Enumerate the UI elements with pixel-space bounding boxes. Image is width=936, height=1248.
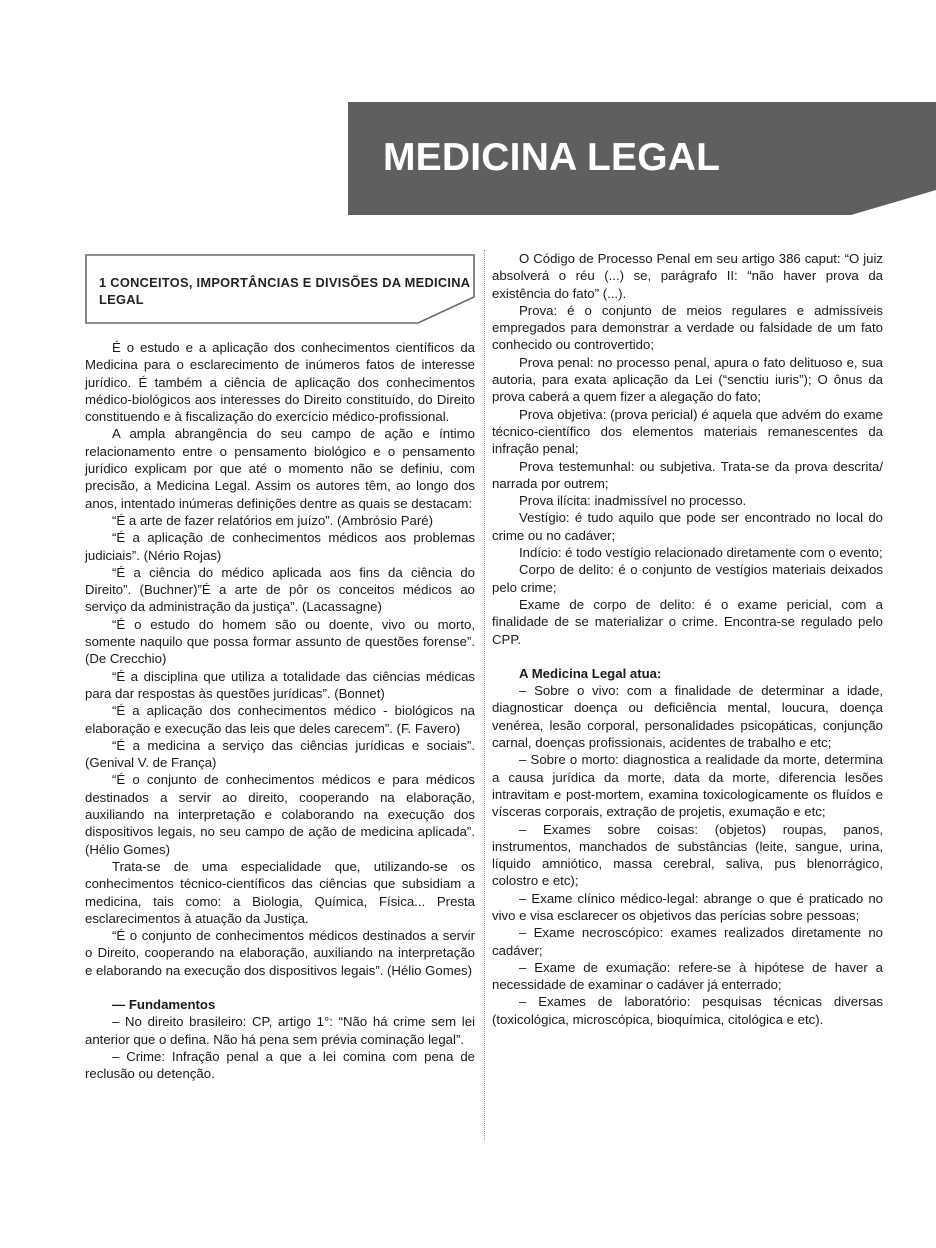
paragraph: É o estudo e a aplicação dos conhecimentos científicos da Medicina para o esclarecimento de inúmeros fatos de interesse jurídico. É também a ciência de aplicação dos conhecimentos médico-biológicos aos interesses do Direito constituído, do Direito constituendo e à fiscalização do exercício médico-profissional.: [85, 340, 475, 425]
definition: Prova objetiva: (prova pericial) é aquela que advém do exame técnico-científico dos elementos materiais remanescentes da infração penal;: [492, 406, 883, 457]
definition: Exame de corpo de delito: é o exame pericial, com a finalidade de se materializar o crime. Encontra-se regulado pelo CPP.: [492, 596, 883, 647]
paragraph: A ampla abrangência do seu campo de ação e íntimo relacionamento entre o pensamento biológico e o pensamento jurídico explicam por que até o momento não se definiu, com precisão, a Medicina Legal. Assim os autores têm, ao longo dos anos, intentado inúmeras definições dentre as quais se destacam:: [85, 426, 475, 511]
list-item: – Exames de laboratório: pesquisas técnicas diversas (toxicológica, microscópica, bioquímica, citológica e etc).: [492, 994, 883, 1027]
quote: “É o conjunto de conhecimentos médicos destinados a servir o Direito, cooperando na elaboração, auxiliando na interpretação e elaborando na execução dos dispositivos legais”. (Hélio Gomes): [85, 928, 475, 978]
quote: “É o conjunto de conhecimentos médicos e para médicos destinados a servir ao direito, cooperando na elaboração, auxiliando na interpretação e colaborando na execução dos dispositivos legais, no seu campo de ação de medicina aplicada”. (Hélio Gomes): [85, 772, 475, 857]
list-item: – Sobre o vivo: com a finalidade de determinar a idade, diagnosticar doença ou deficiência mental, loucura, doença venérea, lesão corporal, personalidades psicopáticas, conjunção carnal, doenças profissionais, acidentes de trabalho e etc;: [492, 683, 883, 751]
left-column: [85, 250, 475, 1082]
header-banner: [348, 102, 936, 215]
definition: Prova testemunhal: ou subjetiva. Trata-se da prova descrita/ narrada por outrem;: [492, 458, 883, 491]
definition: Prova: é o conjunto de meios regulares e admissíveis empregados para demonstrar a verdade ou falsidade de um fato conhecido ou controvertido;: [492, 302, 883, 353]
quote: “É a aplicação dos conhecimentos médico - biológicos na elaboração e execução das leis que deles carecem”. (F. Favero): [85, 703, 475, 736]
page-title: MEDICINA LEGAL: [383, 136, 721, 179]
list-item: – Sobre o morto: diagnostica a realidade da morte, determina a causa jurídica da morte, data da morte, diferencia lesões intravitam e post-mortem, examina toxicologicamente os fluídos e vísceras corporais, extração de projetis, exumação e etc;: [492, 752, 883, 820]
quote: “É a aplicação de conhecimentos médicos aos problemas judiciais”. (Nério Rojas): [85, 530, 475, 563]
right-column: [492, 250, 883, 1028]
list-item: – Exame de exumação: refere-se à hipótese de haver a necessidade de examinar o cadáver já enterrado;: [492, 959, 883, 993]
definition: Corpo de delito: é o conjunto de vestígios materiais deixados pelo crime;: [492, 562, 883, 595]
quote: “É a medicina a serviço das ciências jurídicas e sociais”. (Genival V. de França): [85, 737, 475, 771]
paragraph: O Código de Processo Penal em seu artigo 386 caput: “O juiz absolverá o réu (...) se, parágrafo II: “não haver prova da existência do fato” (...).: [492, 251, 883, 301]
quote: “É a ciência do médico aplicada aos fins da ciência do Direito”. (Buchner)”É a arte de pôr os conceitos médicos ao serviço da administração da justiça”. (Lacassagne): [85, 564, 475, 615]
definition: Prova ilícita: inadmissível no processo.: [519, 493, 747, 509]
list-item: – Crime: Infração penal a que a lei comina com pena de reclusão ou detenção.: [85, 1048, 475, 1082]
list-item: – Exame clínico médico-legal: abrange o que é praticado no vivo e visa esclarecer os objetivos das perícias sobre pessoas;: [492, 890, 883, 923]
definition: Prova penal: no processo penal, apura o fato delituoso e, sua autoria, para exata aplicação da Lei (“senctiu iuris”); O ônus da prova caberá a quem fizer a alegação do fato;: [492, 354, 883, 405]
paragraph: Trata-se de uma especialidade que, utilizando-se os conhecimentos técnico-científicos das ciências que subsidiam a medicina, tais como: a Biologia, Química, Física... Presta esclarecimentos à atuação da Justiça.: [85, 858, 475, 926]
column-divider: [484, 250, 485, 1140]
fundamentos-heading: — Fundamentos: [112, 996, 216, 1012]
list-item: – Exame necroscópico: exames realizados diretamente no cadáver;: [492, 925, 883, 958]
list-item: – Exames sobre coisas: (objetos) roupas, panos, instrumentos, manchados de substâncias (leite, sangue, urina, líquido amniótico, massa cerebral, saliva, pus blenorrágico, colostro e etc);: [492, 821, 883, 889]
section-title: 1 CONCEITOS, IMPORTÂNCIAS E DIVISÕES DA MEDICINA LEGAL: [99, 275, 470, 307]
quote: “É a disciplina que utiliza a totalidade das ciências médicas para dar respostas às questões jurídicas”. (Bonnet): [85, 668, 475, 701]
quote: “É a arte de fazer relatórios em juízo”. (Ambrósio Paré): [112, 512, 434, 528]
definition: Vestígio: é tudo aquilo que pode ser encontrado no local do crime ou no cadáver;: [492, 510, 883, 543]
quote: “É o estudo do homem são ou doente, vivo ou morto, somente naquilo que possa formar assunto de questões forense”. (De Crecchio): [85, 616, 475, 667]
list-item: – No direito brasileiro: CP, artigo 1°: “Não há crime sem lei anterior que o defina. Não há pena sem prévia cominação legal”.: [85, 1014, 475, 1047]
definition: Indício: é todo vestígio relacionado diretamente com o evento;: [519, 545, 883, 561]
section-heading-box: [85, 254, 475, 324]
atua-heading: A Medicina Legal atua:: [519, 665, 662, 681]
